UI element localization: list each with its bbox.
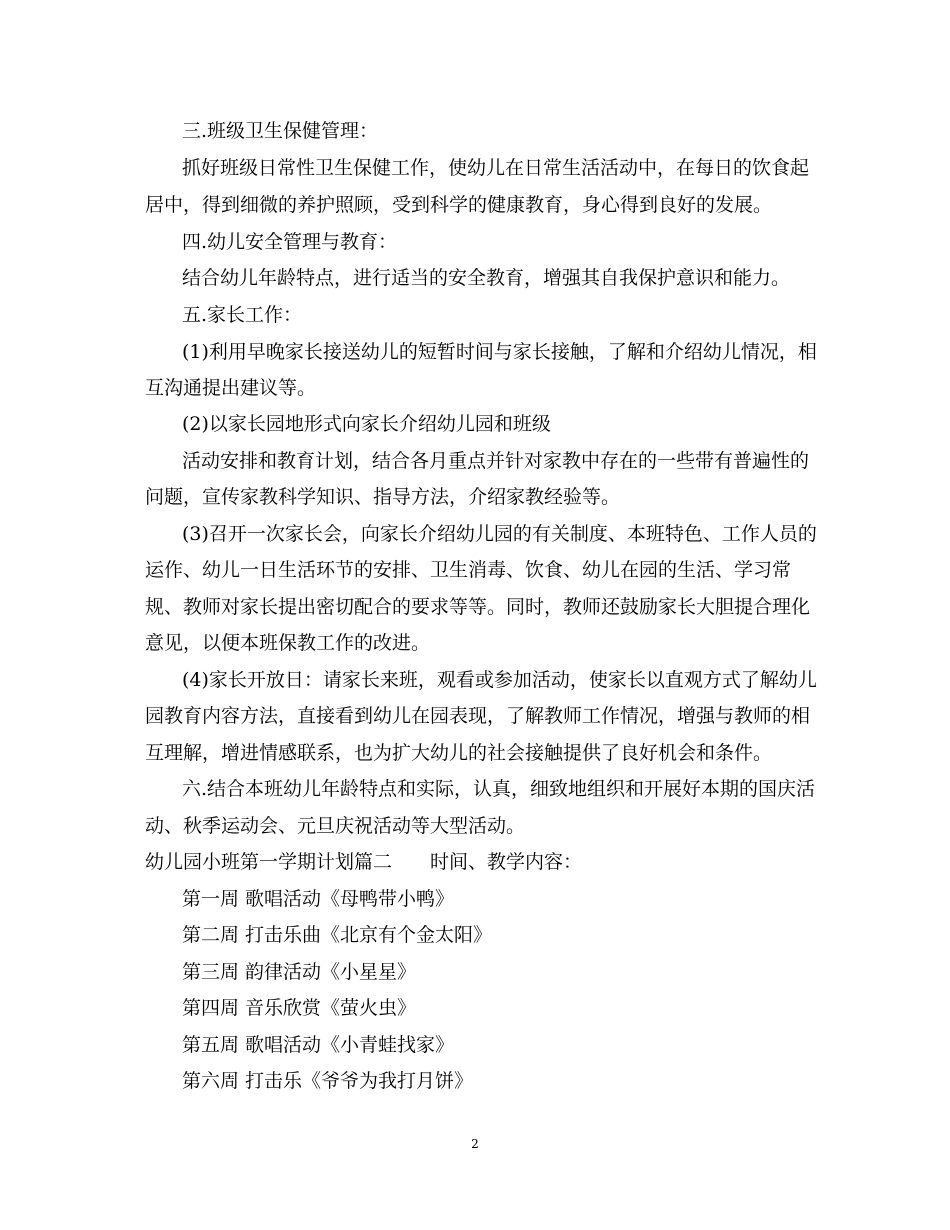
paragraph-line: 动、秋季运动会、元旦庆祝活动等大型活动。 (145, 815, 526, 837)
schedule-item: 第一周 歌唱活动《母鸭带小鸭》 (182, 888, 455, 910)
paragraph-line: (4)家长开放日：请家长来班，观看或参加活动，使家长以直观方式了解幼儿 (182, 669, 817, 691)
paragraph-line: 活动安排和教育计划，结合各月重点并针对家教中存在的一些带有普遍性的 (182, 450, 810, 472)
paragraph-line: 结合幼儿年龄特点，进行适当的安全教育，增强其自我保护意识和能力。 (182, 267, 791, 289)
section-heading-hygiene: 三.班级卫生保健管理： (182, 120, 379, 142)
paragraph-line: 互沟通提出建议等。 (145, 377, 317, 399)
schedule-item: 第二周 打击乐曲《北京有个金太阳》 (182, 924, 493, 946)
schedule-item: 第三周 韵律活动《小星星》 (182, 961, 417, 983)
paragraph-line: (1)利用早晚家长接送幼儿的短暂时间与家长接触，了解和介绍幼儿情况，相 (182, 341, 817, 363)
section-heading-activities: 六.结合本班幼儿年龄特点和实际，认真，细致地组织和开展好本期的国庆活 (182, 778, 816, 800)
paragraph-line: 问题，宣传家教科学知识、指导方法，介绍家教经验等。 (145, 486, 621, 508)
paragraph-line: 意见，以便本班保教工作的改进。 (145, 632, 431, 654)
schedule-item: 第五周 歌唱活动《小青蛙找家》 (182, 1034, 455, 1056)
paragraph-line: 运作、幼儿一日生活环节的安排、卫生消毒、饮食、幼儿在园的生活、学习常 (145, 559, 792, 581)
paragraph-line: 抓好班级日常性卫生保健工作，使幼儿在日常生活活动中，在每日的饮食起 (182, 157, 810, 179)
paragraph-line: 互理解，增进情感联系，也为扩大幼儿的社会接触提供了良好机会和条件。 (145, 742, 773, 764)
paragraph-line: (3)召开一次家长会，向家长介绍幼儿园的有关制度、本班特色、工作人员的 (182, 523, 817, 545)
section-heading-parents: 五.家长工作： (182, 304, 303, 326)
schedule-item: 第四周 音乐欣赏《萤火虫》 (182, 997, 417, 1019)
paragraph-line: 居中，得到细微的养护照顾，受到科学的健康教育，身心得到良好的发展。 (145, 194, 773, 216)
schedule-item: 第六周 打击乐《爷爷为我打月饼》 (182, 1070, 474, 1092)
paragraph-line: (2)以家长园地形式向家长介绍幼儿园和班级 (182, 413, 551, 435)
paragraph-line: 规、教师对家长提出密切配合的要求等等。同时，教师还鼓励家长大胆提合理化 (145, 596, 811, 618)
page-number: 2 (471, 1137, 479, 1151)
section-heading-safety: 四.幼儿安全管理与教育： (182, 231, 398, 253)
paragraph-line: 园教育内容方法，直接看到幼儿在园表现，了解教师工作情况，增强与教师的相 (145, 705, 811, 727)
plan-heading: 幼儿园小班第一学期计划篇二 时间、教学内容： (145, 851, 583, 873)
